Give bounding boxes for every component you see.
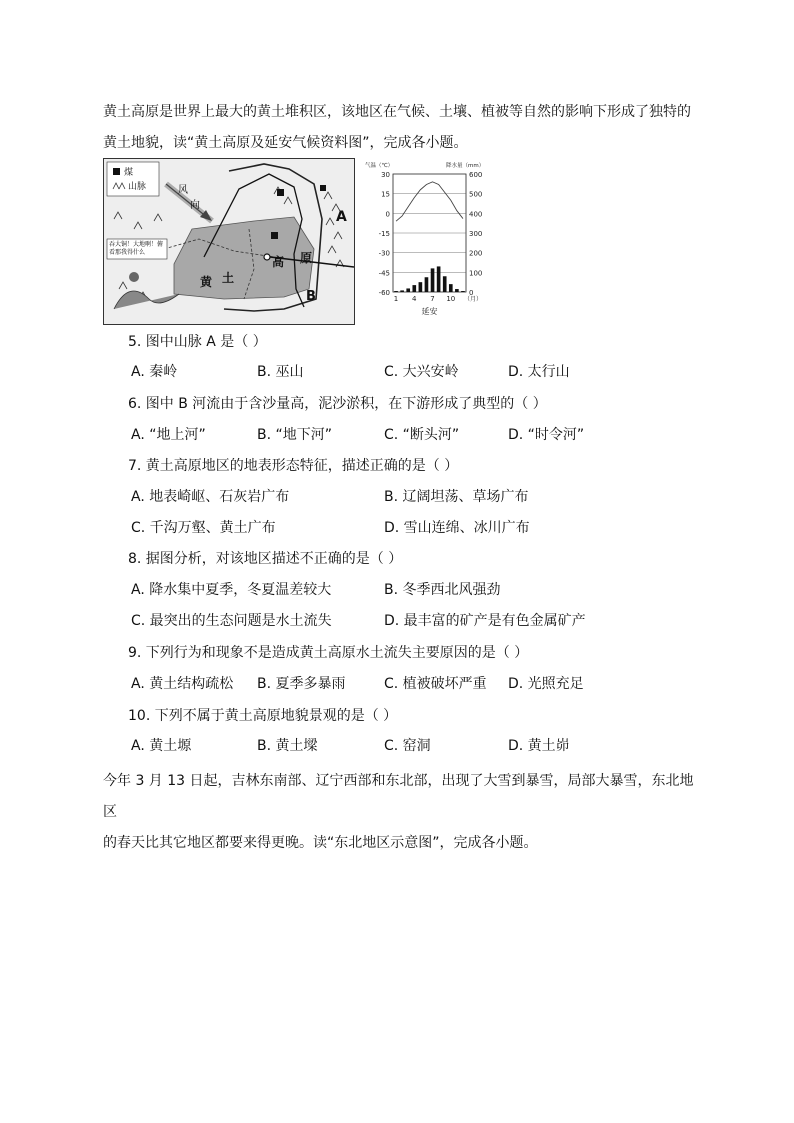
answer-option[interactable]: D. 光照充足: [508, 676, 584, 692]
answer-option[interactable]: D. 雪山连绵、冰川广布: [384, 520, 530, 536]
left-tick-label: -30: [378, 249, 390, 258]
answer-option[interactable]: C. 植被破坏严重: [384, 676, 487, 692]
answer-option[interactable]: A. 黄土塬: [131, 738, 192, 754]
left-tick-label: -45: [378, 269, 390, 278]
precip-bar: [455, 289, 459, 292]
answer-option[interactable]: A. 降水集中夏季，冬夏温差较大: [131, 582, 332, 598]
river-B-label: B: [306, 289, 316, 304]
x-tick-label: 7: [430, 295, 435, 303]
right-tick-label: 200: [469, 249, 483, 258]
region-char-2: 土: [222, 271, 235, 285]
precip-bar: [431, 268, 435, 292]
yanan-climate-chart: [363, 158, 496, 326]
question-stem: 10. 下列不属于黄土高原地貌景观的是（ ）: [128, 708, 398, 724]
precip-bar: [461, 291, 465, 292]
question-stem: 5. 图中山脉 A 是（ ）: [128, 334, 267, 350]
coal-marker: [277, 189, 284, 196]
mountain-A-label: A: [336, 209, 347, 225]
loess-plateau-map: [103, 158, 355, 325]
answer-option[interactable]: C. 大兴安岭: [384, 364, 459, 380]
region-char-1: 黄: [200, 275, 213, 289]
legend-mountain-label: 山脉: [128, 182, 147, 192]
x-unit-label: （月）: [464, 296, 483, 303]
precip-bar: [449, 284, 453, 292]
climate-chart-svg: [363, 158, 496, 326]
intro-paragraph: [103, 97, 703, 159]
intro-line-2: 黄土地貌，读“黄土高原及延安气候资料图”，完成各小题。: [103, 135, 468, 151]
answer-option[interactable]: C. 最突出的生态问题是水土流失: [131, 613, 332, 629]
legend-coal-label: 煤: [124, 168, 134, 178]
outro-paragraph: [103, 766, 703, 859]
station-label: 延安: [421, 307, 438, 316]
intro-line-1: 黄土高原是世界上最大的黄土堆积区，该地区在气候、土壤、植被等自然的影响下形成了独特的: [103, 104, 691, 120]
precip-bar: [443, 276, 447, 292]
right-tick-label: 0: [469, 289, 474, 297]
answer-option[interactable]: D. “时令河”: [508, 427, 585, 443]
wind-label-2: 向: [190, 200, 200, 211]
x-tick-label: 4: [412, 295, 417, 303]
precip-bar: [406, 288, 410, 292]
precip-bar: [394, 291, 398, 292]
outro-line-2: 的春天比其它地区都要来得更晚。读“东北地区示意图”，完成各小题。: [103, 835, 538, 851]
answer-option[interactable]: B. 巫山: [257, 364, 304, 380]
answer-option[interactable]: C. 千沟万壑、黄土广布: [131, 520, 276, 536]
answer-option[interactable]: D. 黄土峁: [508, 738, 570, 754]
question-stem: 9. 下列行为和现象不是造成黄土高原水土流失主要原因的是（ ）: [128, 645, 529, 661]
right-tick-label: 500: [469, 190, 483, 199]
left-tick-label: -60: [378, 289, 390, 297]
right-tick-label: 600: [469, 171, 483, 179]
question-stem: 6. 图中 B 河流由于含沙量高，泥沙淤积，在下游形成了典型的（ ）: [128, 396, 547, 412]
wind-label-1: 风: [178, 185, 188, 196]
left-tick-label: -15: [378, 230, 390, 238]
right-tick-label: 300: [469, 230, 483, 238]
region-char-3: 高: [272, 255, 285, 269]
left-tick-label: 15: [381, 190, 390, 199]
coal-legend-icon: [113, 168, 120, 175]
answer-option[interactable]: A. 黄土结构疏松: [131, 676, 234, 692]
answer-option[interactable]: D. 最丰富的矿产是有色金属矿产: [384, 613, 586, 629]
answer-option[interactable]: A. 秦岭: [131, 364, 178, 380]
precip-bar: [400, 290, 404, 292]
precip-bar: [425, 277, 429, 292]
region-char-4: 原: [300, 251, 313, 265]
answer-option[interactable]: D. 太行山: [508, 364, 570, 380]
x-tick-label: 10: [446, 295, 456, 303]
yanan-point: [264, 254, 270, 260]
answer-option[interactable]: A. 地表崎岖、石灰岩广布: [131, 489, 290, 505]
answer-option[interactable]: B. “地下河”: [257, 427, 333, 443]
left-tick-label: 0: [385, 210, 390, 219]
coal-marker: [320, 185, 326, 191]
answer-option[interactable]: B. 夏季多暴雨: [257, 676, 346, 692]
outro-line-1: 今年 3 月 13 日起，吉林东南部、辽宁西部和东北部，出现了大雪到暴雪，局部大暴雪，东北地区: [103, 773, 694, 820]
answer-option[interactable]: B. 辽阔坦荡、草场广布: [384, 489, 529, 505]
map-callout-text: 吞大铜！大地啊！俯看那我得什么: [109, 241, 164, 256]
answer-option[interactable]: C. 窑洞: [384, 738, 431, 754]
loess-plateau-figure: [103, 158, 496, 326]
question-stem: 7. 黄土高原地区的地表形态特征，描述正确的是（ ）: [128, 458, 459, 474]
answer-option[interactable]: C. “断头河”: [384, 427, 460, 443]
answer-option[interactable]: B. 冬季西北风强劲: [384, 582, 501, 598]
precip-bar: [412, 285, 416, 292]
right-tick-label: 400: [469, 210, 483, 219]
answer-option[interactable]: B. 黄土墚: [257, 738, 318, 754]
question-stem: 8. 据图分析，对该地区描述不正确的是（ ）: [128, 551, 403, 567]
precip-bar: [437, 266, 441, 292]
right-axis-title: 降水量（mm）: [446, 163, 485, 169]
x-tick-label: 1: [393, 295, 399, 303]
right-tick-label: 100: [469, 269, 483, 278]
answer-option[interactable]: A. “地上河”: [131, 427, 206, 443]
precip-bar: [419, 282, 423, 292]
coal-marker: [271, 232, 278, 239]
left-axis-title: 气温（℃）: [365, 163, 394, 169]
left-tick-label: 30: [381, 171, 390, 179]
temperature-line: [396, 182, 463, 221]
